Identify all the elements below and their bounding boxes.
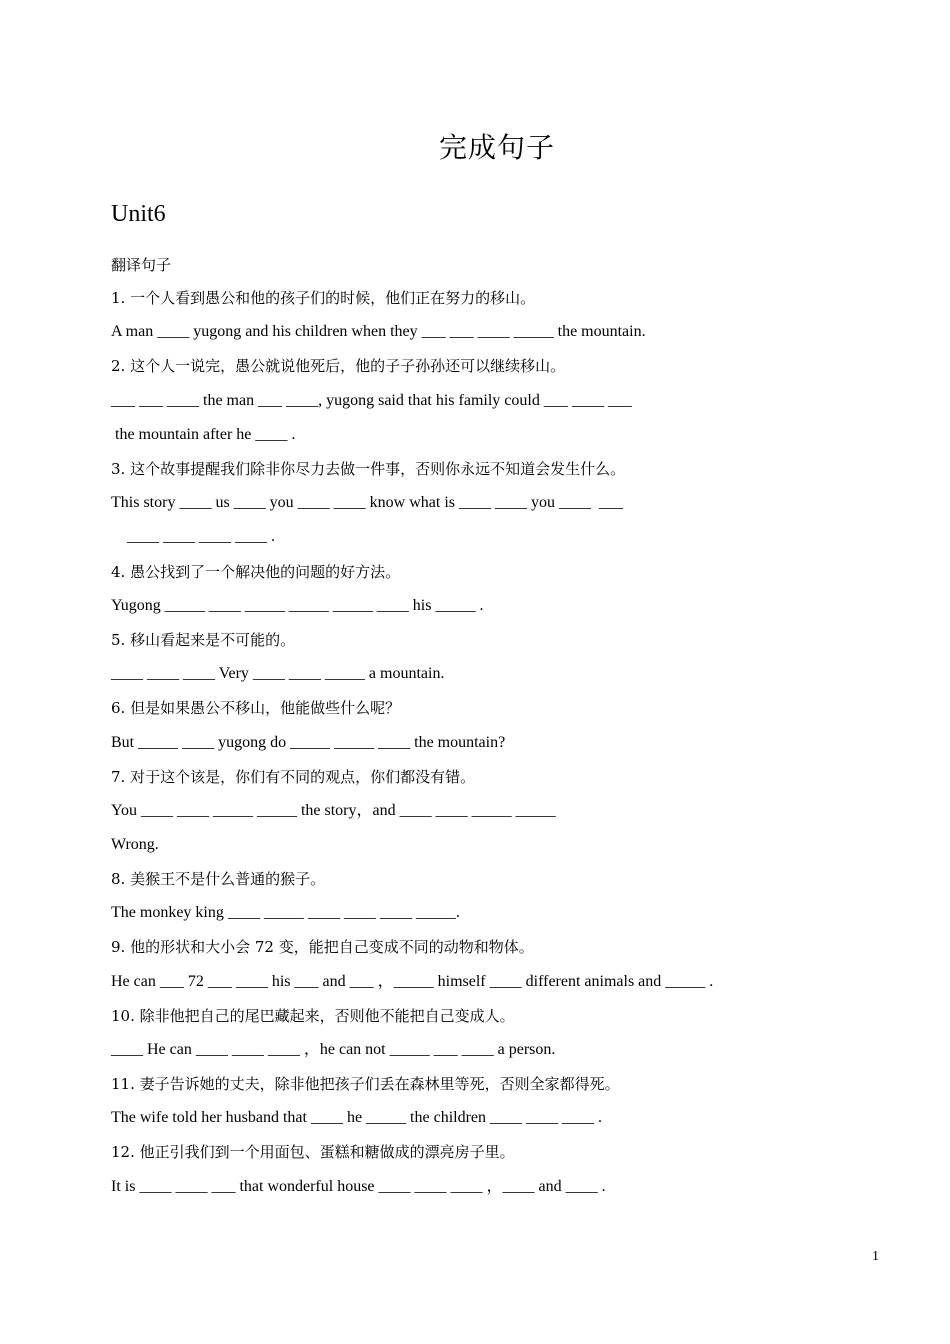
question-6-en: But _____ ____ yugong do _____ _____ ____ the mountain? xyxy=(111,734,506,751)
question-2-en-cont: the mountain after he ____ . xyxy=(111,426,296,443)
question-5-en: ____ ____ ____ Very ____ ____ _____ a mountain. xyxy=(111,665,445,682)
question-1-en: A man ____ yugong and his children when they ___ ___ ____ _____ the mountain. xyxy=(111,323,646,340)
page-title: 完成句子 xyxy=(438,131,555,164)
question-9-cn: 9. 他的形状和大小会 72 变，能把自己变成不同的动物和物体。 xyxy=(111,938,534,956)
question-3-en-cont: ____ ____ ____ ____ . xyxy=(111,528,275,545)
question-11-en: The wife told her husband that ____ he _____ the children ____ ____ ____ . xyxy=(111,1109,603,1126)
question-11-cn: 11. 妻子告诉她的丈夫，除非他把孩子们丢在森林里等死，否则全家都得死。 xyxy=(111,1075,620,1093)
question-5-cn: 5. 移山看起来是不可能的。 xyxy=(111,631,296,649)
question-1-cn: 1. 一个人看到愚公和他的孩子们的时候，他们正在努力的移山。 xyxy=(111,289,536,307)
question-2-en: ___ ___ ____ the man ___ ____, yugong said that his family could ___ ____ ___ xyxy=(111,392,632,409)
question-7-en: You ____ ____ _____ _____ the story，and ____ ____ _____ _____ xyxy=(111,802,556,819)
question-9-en: He can ___ 72 ___ ____ his ___ and ___ ，_____ himself ____ different animals and _____ . xyxy=(111,973,714,990)
question-12-en: It is ____ ____ ___ that wonderful house ____ ____ ____ ，____ and ____ . xyxy=(111,1178,606,1195)
question-3-cn: 3. 这个故事提醒我们除非你尽力去做一件事，否则你永远不知道会发生什么。 xyxy=(111,460,626,478)
question-10-cn: 10. 除非他把自己的尾巴藏起来，否则他不能把自己变成人。 xyxy=(111,1007,515,1025)
question-4-en: Yugong _____ ____ _____ _____ _____ ____ his _____ . xyxy=(111,597,484,614)
question-2-cn: 2. 这个人一说完，愚公就说他死后，他的子子孙孙还可以继续移山。 xyxy=(111,357,566,375)
question-10-en: ____ He can ____ ____ ____ ，he can not _____ ___ ____ a person. xyxy=(111,1041,556,1058)
question-6-cn: 6. 但是如果愚公不移山，他能做些什么呢？ xyxy=(111,699,401,717)
question-12-cn: 12. 他正引我们到一个用面包、蛋糕和糖做成的漂亮房子里。 xyxy=(111,1143,515,1161)
unit-heading: Unit6 xyxy=(111,201,166,227)
section-label: 翻译句子 xyxy=(111,256,172,274)
page-number: 1 xyxy=(872,1249,879,1264)
question-8-en: The monkey king ____ _____ ____ ____ ____ _____. xyxy=(111,904,460,921)
question-3-en: This story ____ us ____ you ____ ____ know what is ____ ____ you ____ ___ xyxy=(111,494,623,511)
question-4-cn: 4. 愚公找到了一个解决他的问题的好方法。 xyxy=(111,563,401,581)
question-7-cn: 7. 对于这个该是，你们有不同的观点，你们都没有错。 xyxy=(111,768,476,786)
question-7-en-cont: Wrong. xyxy=(111,836,159,853)
question-8-cn: 8. 美猴王不是什么普通的猴子。 xyxy=(111,870,326,888)
